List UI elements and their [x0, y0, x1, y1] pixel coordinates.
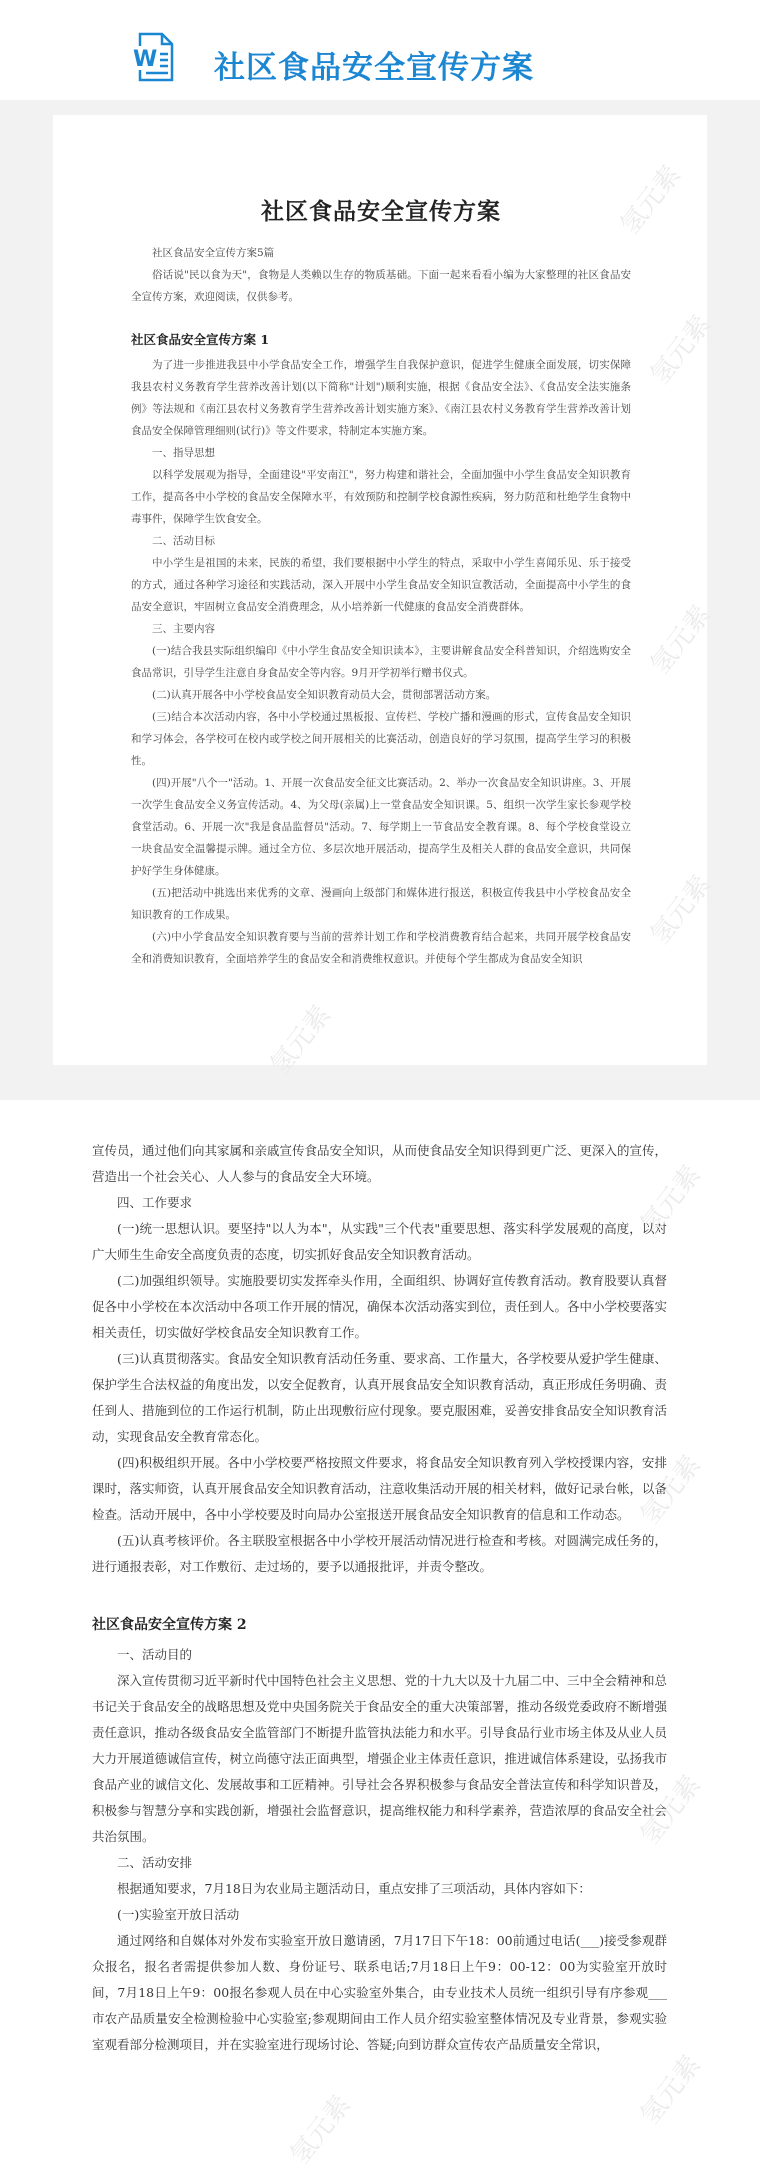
- watermark: 氢元素: [285, 2090, 357, 2171]
- paragraph: 通过网络和自媒体对外发布实验室开放日邀请函，7月17日下午18：00前通过电话(___)接受参观群众报名，报名者需提供参加人数、身份证号、联系电话;7月18日上午9：00-12：00为实验室开放时间，7月18日上午9：00报名参观人员在中心实验室外集合，由专业技术人员统一组织引导有序参观___市农产品质量安全检测检验中心实验室;参观期间由工作人员介绍实验室整体情况及专业背景，参观实验室观看部分检测项目，并在实验室进行现场讨论、答疑;向到访群众宣传农产品质量安全常识，: [92, 1933, 667, 2052]
- paragraph: (一)实验室开放日活动: [117, 1907, 240, 1922]
- paragraph: 深入宣传贯彻习近平新时代中国特色社会主义思想、党的十九大以及十九届二中、三中全会精神和总书记关于食品安全的战略思想及党中央国务院关于食品安全的重大决策部署，推动各级党委政府不断增强责任意识，推动各级食品安全监管部门不断提升监管执法能力和水平。引导食品行业市场主体及从业人员大力开展道德诚信宣传，树立尚德守法正面典型，增强企业主体责任意识，推进诚信体系建设，弘扬我市食品产业的诚信文化、发展故事和工匠精神。引导社会各界积极参与食品安全普法宣传和科学知识普及，积极参与智慧分享和实践创新，增强社会监督意识，提高维权能力和科学素养，营造浓厚的食品安全社会共治氛围。: [92, 1673, 668, 1844]
- subheading: 二、活动目标: [152, 535, 215, 547]
- paragraph: (二)加强组织领导。实施股要切实发挥牵头作用，全面组织、协调好宣传教育活动。教育股要认真督促各中小学校在本次活动中各项工作开展的情况，确保本次活动落实到位，责任到人。各中小学校要落实相关责任，切实做好学校食品安全知识教育工作。: [92, 1273, 668, 1340]
- paragraph: (四)积极组织开展。各中小学校要严格按照文件要求，将食品安全知识教育列入学校授课内容，安排课时，落实师资，认真开展食品安全知识教育活动，注意收集活动开展的相关材料，做好记录台帐，以备检查。活动开展中，各中小学校要及时向局办公室报送开展食品安全知识教育的信息和工作动态。: [92, 1455, 668, 1522]
- document-page-1: [53, 115, 707, 1065]
- watermark: 氢元素: [635, 2050, 707, 2131]
- document-subtitle: 社区食品安全宣传方案5篇: [152, 247, 275, 259]
- intro-paragraph: 俗话说"民以食为天"，食物是人类赖以生存的物质基础。下面一起来看看小编为大家整理的社区食品安全宣传方案，欢迎阅读，仅供参考。: [131, 269, 631, 303]
- paragraph: (五)把活动中挑选出来优秀的文章、漫画向上级部门和媒体进行报送，积极宣传我县中小学校食品安全知识教育的工作成果。: [131, 887, 631, 921]
- watermark: 氢元素: [645, 870, 717, 951]
- paragraph: (三)结合本次活动内容，各中小学校通过黑板报、宣传栏、学校广播和漫画的形式，宣传食品安全知识和学习体会，各学校可在校内或学校之间开展相关的比赛活动，创造良好的学习氛围，提高学生学习的积极性。: [131, 711, 631, 767]
- page-1-content: [131, 193, 631, 970]
- page-2-content: [92, 1138, 667, 2058]
- paragraph: (六)中小学食品安全知识教育要与当前的营养计划工作和学校消费教育结合起来，共同开展学校食品安全和消费知识教育，全面培养学生的食品安全和消费维权意识。并使每个学生都成为食品安全知识: [131, 931, 631, 965]
- subheading: 二、活动安排: [117, 1855, 193, 1870]
- watermark: 氢元素: [635, 1770, 707, 1851]
- paragraph: 以科学发展观为指导，全面建设"平安南江"，努力构建和谐社会，全面加强中小学生食品安全知识教育工作，提高各中小学校的食品安全保障水平，有效预防和控制学校食源性疾病，努力防范和杜绝学生食物中毒事件，保障学生饮食安全。: [131, 469, 631, 525]
- watermark: 氢元素: [645, 310, 717, 391]
- paragraph: 宣传员，通过他们向其家属和亲戚宣传食品安全知识，从而使食品安全知识得到更广泛、更深入的宣传，营造出一个社会关心、人人参与的食品安全大环境。: [92, 1143, 668, 1184]
- paragraph: 根据通知要求，7月18日为农业局主题活动日，重点安排了三项活动，具体内容如下：: [117, 1881, 591, 1896]
- paragraph: 为了进一步推进我县中小学食品安全工作，增强学生自我保护意识，促进学生健康全面发展，切实保障我县农村义务教育学生营养改善计划(以下简称"计划")顺利实施，根据《食品安全法》、《食品安全法实施条例》等法规和《南江县农村义务教育学生营养改善计划实施方案》、《南江县农村义务教育学生营养改善计划食品安全保障管理细则(试行)》等文件要求，特制定本实施方案。: [131, 359, 631, 437]
- document-page-2: [0, 1100, 760, 2178]
- svg-text:W: W: [133, 47, 158, 72]
- watermark: 氢元素: [635, 1160, 707, 1241]
- subheading: 一、指导思想: [152, 447, 215, 459]
- paragraph: (一)统一思想认识。要坚持"以人为本"，从实践"三个代表"重要思想、落实科学发展观的高度，以对广大师生生命安全高度负责的态度，切实抓好食品安全知识教育活动。: [92, 1221, 667, 1262]
- subheading: 四、工作要求: [117, 1195, 193, 1210]
- paragraph: (五)认真考核评价。各主联股室根据各中小学校开展活动情况进行检查和考核。对圆满完成任务的，进行通报表彰，对工作敷衍、走过场的，要予以通报批评，并责令整改。: [92, 1533, 667, 1574]
- document-title: 社区食品安全宣传方案: [261, 198, 501, 225]
- watermark: 氢元素: [635, 1450, 707, 1531]
- word-document-icon: [132, 32, 174, 82]
- watermark: 氢元素: [645, 600, 717, 681]
- subheading: 一、活动目的: [117, 1647, 193, 1662]
- paragraph: (一)结合我县实际组织编印《中小学生食品安全知识读本》，主要讲解食品安全科普知识，介绍选购安全食品常识，引导学生注意自身食品安全等内容。9月开学初举行赠书仪式。: [131, 645, 631, 679]
- subheading: 三、主要内容: [152, 623, 215, 635]
- section-heading-1: 社区食品安全宣传方案 1: [131, 332, 270, 347]
- header-title: 社区食品安全宣传方案: [214, 50, 534, 86]
- header-banner: [0, 0, 760, 100]
- watermark: 氢元素: [615, 160, 687, 241]
- paragraph: 中小学生是祖国的未来，民族的希望，我们要根据中小学生的特点，采取中小学生喜闻乐见、乐于接受的方式，通过各种学习途径和实践活动，深入开展中小学生食品安全知识宣教活动，全面提高中小学生的食品安全意识，牢固树立食品安全消费理念，从小培养新一代健康的食品安全消费群体。: [131, 557, 631, 613]
- watermark: 氢元素: [265, 1000, 337, 1081]
- paragraph: (四)开展"八个一"活动。1、开展一次食品安全征文比赛活动。2、举办一次食品安全知识讲座。3、开展一次学生食品安全义务宣传活动。4、为父母(亲属)上一堂食品安全知识课。5、组织一次学生家长参观学校食堂活动。6、开展一次"我是食品监督员"活动。7、每学期上一节食品安全教育课。8、每个学校食堂设立一块食品安全温馨提示牌。通过全方位、多层次地开展活动，提高学生及相关人群的食品安全意识，共同保护好学生身体健康。: [131, 777, 631, 877]
- paragraph: (三)认真贯彻落实。食品安全知识教育活动任务重、要求高、工作量大，各学校要从爱护学生健康、保护学生合法权益的角度出发，以安全促教育，认真开展食品安全知识教育活动，真正形成任务明确、责任到人、措施到位的工作运行机制，防止出现敷衍应付现象。要克服困难，妥善安排食品安全知识教育活动，实现食品安全教育常态化。: [92, 1351, 668, 1444]
- section-heading-2: 社区食品安全宣传方案 2: [92, 1617, 247, 1633]
- paragraph: (二)认真开展各中小学校食品安全知识教育动员大会，贯彻部署活动方案。: [152, 689, 497, 701]
